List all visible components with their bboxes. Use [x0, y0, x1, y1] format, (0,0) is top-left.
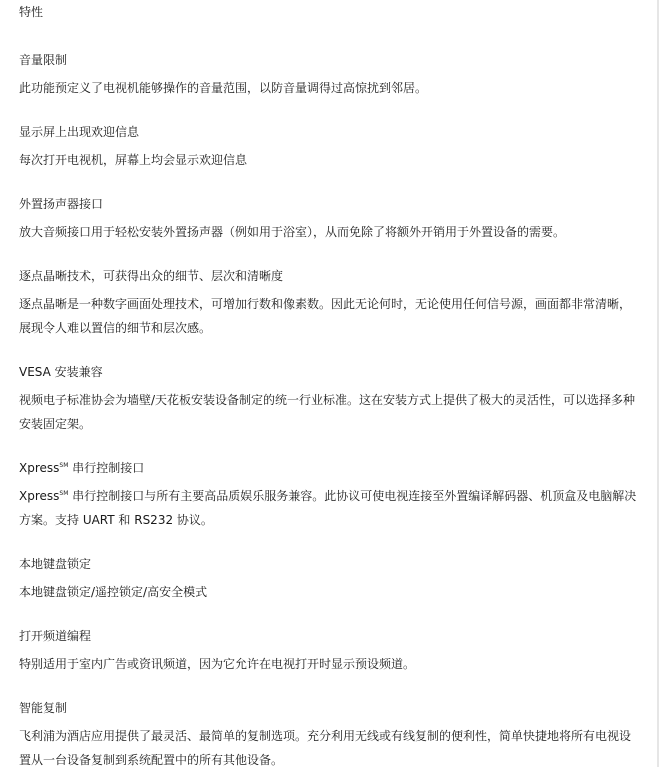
feature-title: 智能复制: [19, 701, 68, 715]
feature-description: 放大音频接口用于轻松安装外置扬声器（例如用于浴室），从而免除了将额外开销用于外置设备的需要。: [19, 225, 566, 239]
page-title: 特性: [19, 5, 44, 19]
feature-description: 视频电子标准协会为墙壁/天花板安装设备制定的统一行业标准。这在安装方式上提供了极大的灵活性，可以选择多种安装固定架。: [19, 393, 636, 431]
feature-xpress-serial: [19, 460, 639, 532]
feature-title: 显示屏上出现欢迎信息: [19, 125, 140, 139]
feature-title: 打开频道编程: [19, 629, 92, 643]
service-mark: SM: [59, 462, 69, 469]
feature-description: 逐点晶晰是一种数字画面处理技术，可增加行数和像素数。因此无论何时，无论使用任何信号源，画面都非常清晰，展现令人难以置信的细节和层次感。: [19, 297, 632, 335]
feature-description: 本地键盘锁定/遥控锁定/高安全模式: [19, 585, 208, 599]
feature-title: 外置扬声器接口: [19, 197, 104, 211]
feature-description: 特别适用于室内广告或资讯频道，因为它允许在电视打开时显示预设频道。: [19, 657, 416, 671]
feature-description: 此功能预定义了电视机能够操作的音量范围，以防音量调得过高惊扰到邻居。: [19, 81, 428, 95]
feature-title: VESA 安装兼容: [19, 365, 103, 379]
feature-keyboard-lock: [19, 556, 639, 604]
feature-channel-programming: [19, 628, 639, 676]
feature-title: [19, 460, 639, 476]
feature-smart-clone: [19, 700, 639, 772]
feature-description: [19, 484, 639, 532]
brand-name: Xpress: [19, 489, 60, 503]
feature-welcome-message: [19, 124, 639, 172]
feature-volume-limit: [19, 52, 639, 100]
feature-title: 音量限制: [19, 53, 68, 67]
feature-description: 飞利浦为酒店应用提供了最灵活、最简单的复制选项。充分利用无线或有线复制的便利性，简单快捷地将所有电视设置从一台设备复制到系统配置中的所有其他设备。: [19, 729, 632, 767]
feature-title-text: 串行控制接口: [68, 461, 145, 475]
feature-pixel-plus: [19, 268, 639, 340]
feature-description: 每次打开电视机，屏幕上均会显示欢迎信息: [19, 153, 248, 167]
brand-name: Xpress: [19, 461, 60, 475]
service-mark: SM: [59, 490, 69, 497]
feature-title: 本地键盘锁定: [19, 557, 92, 571]
feature-vesa-mount: [19, 364, 639, 436]
feature-description-text: 串行控制接口与所有主要高品质娱乐服务兼容。此协议可使电视连接至外置编译解码器、机顶盒及电脑解决方案。支持 UART 和 RS232 协议。: [19, 489, 637, 527]
feature-title: 逐点晶晰技术，可获得出众的细节、层次和清晰度: [19, 269, 284, 283]
feature-external-speaker: [19, 196, 639, 244]
